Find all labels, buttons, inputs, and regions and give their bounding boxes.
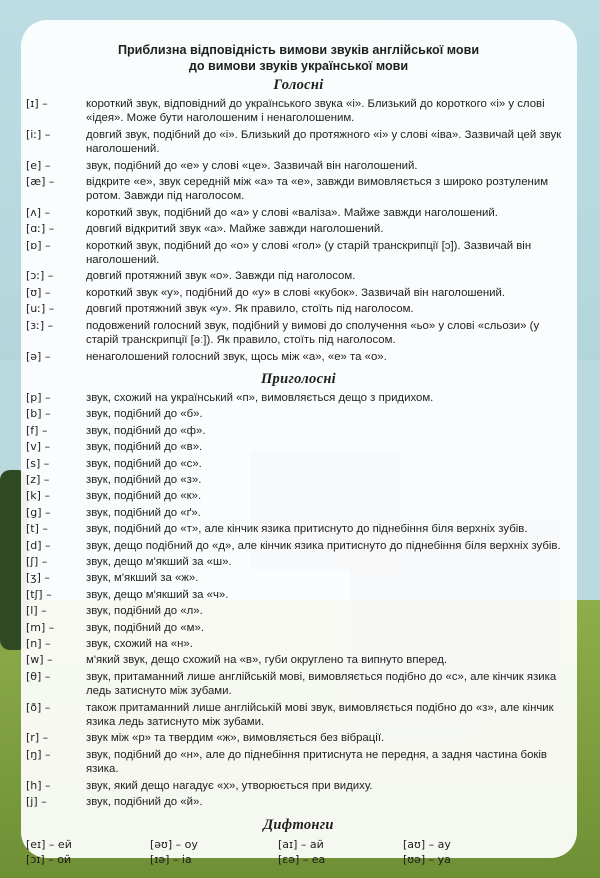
phonetic-symbol: [e] –: [26, 158, 51, 172]
list-item: [26, 604, 571, 618]
phonetic-symbol: [ɔː] –: [26, 269, 54, 283]
list-item: [26, 795, 571, 809]
phonetic-symbol: [ʒ] –: [26, 571, 50, 585]
list-item: [26, 391, 571, 405]
sound-description: короткий звук «у», подібний до «у» в слові «кубок». Зазвичай він наголошений.: [86, 286, 506, 299]
list-item: [26, 159, 571, 173]
list-item: [26, 522, 571, 536]
list-item: [26, 319, 571, 348]
sound-description: звук, подібний до «к».: [86, 490, 202, 503]
sound-description: звук, подібний до «й».: [86, 796, 203, 809]
phonetic-symbol: [g] –: [26, 505, 51, 519]
sound-description: звук, дещо м'якший за «ч».: [86, 588, 229, 601]
page-title: [26, 42, 571, 74]
sound-description: звук, м'якший за «ж».: [86, 572, 199, 585]
vowels-list: [26, 97, 571, 364]
diphthongs-heading: Дифтонги: [263, 817, 334, 834]
diphthong-item: [aʊ] – ау: [403, 838, 451, 852]
sound-description: довгий звук, подібний до «і». Близький до протяжного «і» у слові «іва». Зазвичай цей звук наголошений.: [86, 128, 562, 156]
phonetic-symbol: [t] –: [26, 522, 48, 536]
phonetic-symbol: [w] –: [26, 653, 53, 667]
sound-description: короткий звук, подібний до «о» у слові «гол» (у старій транскрипції [ɔ]). Зазвичай він наголошений.: [86, 239, 532, 267]
sound-description: короткий звук, подібний до «а» у слові «валіза». Майже завжди наголошений.: [86, 206, 498, 219]
sound-description: довгий відкритий звук «а». Майже завжди наголошений.: [86, 223, 384, 236]
diphthong-item: [əʊ] – оу: [150, 838, 198, 852]
sound-description: відкрите «е», звук середній між «а» та «е», завжди вимовляється з широко розтуленим ротом. Завжди під наголосом.: [86, 176, 549, 203]
phonetic-symbol: [d] –: [26, 538, 51, 552]
diphthongs-grid: [26, 837, 571, 867]
list-item: [26, 128, 571, 157]
sound-description: звук, подібний до «т», але кінчик язика притиснуто до піднебіння біля верхніх зубів.: [86, 523, 528, 536]
sound-description: звук, який дещо нагадує «х», утворюється при видиху.: [86, 779, 373, 792]
list-item: [26, 350, 571, 364]
list-item: [26, 779, 571, 793]
sound-description: також притаманний лише англійській мові звук, вимовляється подібно до «з», але кінчик язика ледь затиснуто між зубами.: [86, 701, 554, 729]
content-panel: [21, 20, 577, 867]
title-line: до вимови звуків української мови: [188, 59, 409, 73]
sound-description: звук, подібний до «с».: [86, 457, 202, 470]
list-item: [26, 440, 571, 454]
phonetic-symbol: [ð] –: [26, 700, 51, 714]
sound-description: м'який звук, дещо схожий на «в», губи округлено та випнуто вперед.: [86, 654, 448, 667]
diphthong-item: [aɪ] – ай: [278, 838, 324, 852]
sound-description: звук, подібний до «в».: [86, 441, 203, 454]
list-item: [26, 457, 571, 471]
list-item: [26, 175, 571, 204]
diphthong-item: [ɛə] – еа: [278, 853, 326, 867]
consonants-heading: Приголосні: [260, 370, 337, 387]
phonetic-symbol: [uː] –: [26, 302, 55, 316]
list-item: [26, 286, 571, 300]
list-item: [26, 653, 571, 667]
list-item: [26, 748, 571, 777]
phonetic-symbol: [l] –: [26, 604, 47, 618]
list-item: [26, 701, 571, 730]
list-item: [26, 637, 571, 651]
phonetic-symbol: [ɑː] –: [26, 222, 55, 236]
list-item: [26, 424, 571, 438]
phonetic-symbol: [ʌ] –: [26, 205, 51, 219]
phonetic-symbol: [iː] –: [26, 127, 51, 141]
phonetic-symbol: [θ] –: [26, 669, 51, 683]
phonetic-symbol: [tʃ] –: [26, 587, 52, 601]
phonetic-symbol: [r] –: [26, 731, 49, 745]
diphthong-item: [ɔɪ] – ой: [26, 853, 72, 867]
list-item: [26, 239, 571, 268]
sound-description: звук, подібний до «з».: [86, 473, 202, 486]
sound-description: звук, дещо подібний до «д», але кінчик язика притиснуто до піднебіння біля верхніх зубів.: [86, 539, 561, 552]
sound-description: довгий протяжний звук «у». Як правило, стоїть під наголосом.: [86, 303, 414, 316]
diphthong-item: [ʊə] – уа: [403, 853, 451, 867]
sound-description: звук, схожий на український «п», вимовляється дещо з придихом.: [86, 391, 434, 404]
sound-description: звук, подібний до «е» у слові «це». Зазвичай він наголошений.: [86, 159, 418, 172]
sound-description: звук, подібний до «ґ».: [86, 506, 201, 519]
phonetic-symbol: [p] –: [26, 390, 51, 404]
list-item: [26, 588, 571, 602]
list-item: [26, 731, 571, 745]
phonetic-symbol: [z] –: [26, 472, 50, 486]
phonetic-symbol: [ʃ] –: [26, 554, 48, 568]
vowels-heading: Голосні: [273, 77, 324, 93]
phonetic-symbol: [ə] –: [26, 349, 51, 363]
phonetic-symbol: [n] –: [26, 637, 51, 650]
list-item: [26, 506, 571, 520]
list-item: [26, 222, 571, 236]
list-item: [26, 621, 571, 635]
phonetic-symbol: [ʊ] –: [26, 285, 51, 299]
phonetic-symbol: [k] –: [26, 489, 50, 503]
sound-description: звук, подібний до «б».: [86, 408, 203, 421]
sound-description: звук, подібний до «л».: [86, 605, 203, 618]
diphthong-item: [ɪə] – іа: [150, 853, 192, 867]
sound-description: звук між «р» та твердим «ж», вимовляється без вібрації.: [86, 732, 385, 745]
phonetic-symbol: [h] –: [26, 778, 51, 792]
phonetic-symbol: [v] –: [26, 440, 51, 454]
sound-description: звук, дещо м'якший за «ш».: [86, 555, 232, 568]
phonetic-symbol: [ŋ] –: [26, 747, 51, 761]
sound-description: довгий протяжний звук «о». Завжди під наголосом.: [86, 270, 356, 283]
diphthong-item: [eɪ] – ей: [26, 838, 72, 852]
sound-description: подовжений голосний звук, подібний у вимові до сполучення «ьо» у слові «сльози» (у старій транскрипції [əː]). Як правило, стоїть під наголосом.: [86, 319, 540, 347]
sound-description: звук, подібний до «ф».: [86, 424, 206, 437]
sound-description: звук, подібний до «м».: [86, 621, 204, 634]
list-item: [26, 670, 571, 699]
phonetic-symbol: [ɜː] –: [26, 318, 54, 332]
list-item: [26, 555, 571, 569]
phonetic-symbol: [æ] –: [26, 175, 55, 189]
list-item: [26, 571, 571, 585]
phonetic-symbol: [j] –: [26, 795, 47, 809]
title-line: Приблизна відповідність вимови звуків англійської мови: [117, 43, 480, 57]
phonetic-symbol: [f] –: [26, 423, 48, 437]
phonetic-symbol: [m] –: [26, 620, 55, 634]
sound-description: короткий звук, відповідний до українського звука «і». Близький до короткого «і» у слові «ідея». Може бути наголошеним і ненаголошеним.: [86, 98, 545, 125]
sound-description: звук, подібний до «н», але до піднебіння притиснута не передня, а задня частина боків язика.: [86, 748, 547, 776]
consonants-list: [26, 391, 571, 810]
list-item: [26, 269, 571, 283]
phonetic-symbol: [ɒ] –: [26, 238, 51, 252]
list-item: [26, 206, 571, 220]
phonetic-symbol: [b] –: [26, 407, 51, 421]
sound-description: звук, схожий на «н».: [86, 638, 193, 650]
sound-description: звук, притаманний лише англійській мові, вимовляється подібно до «с», але кінчик язика ледь затиснуто між зубами.: [86, 670, 557, 698]
list-item: [26, 539, 571, 553]
list-item: [26, 489, 571, 503]
list-item: [26, 302, 571, 316]
list-item: [26, 407, 571, 421]
list-item: [26, 97, 571, 126]
list-item: [26, 473, 571, 487]
phonetic-symbol: [s] –: [26, 456, 50, 470]
sound-description: ненаголошений голосний звук, щось між «а», «е» та «о».: [86, 350, 387, 363]
phonetic-symbol: [ɪ] –: [26, 97, 48, 110]
